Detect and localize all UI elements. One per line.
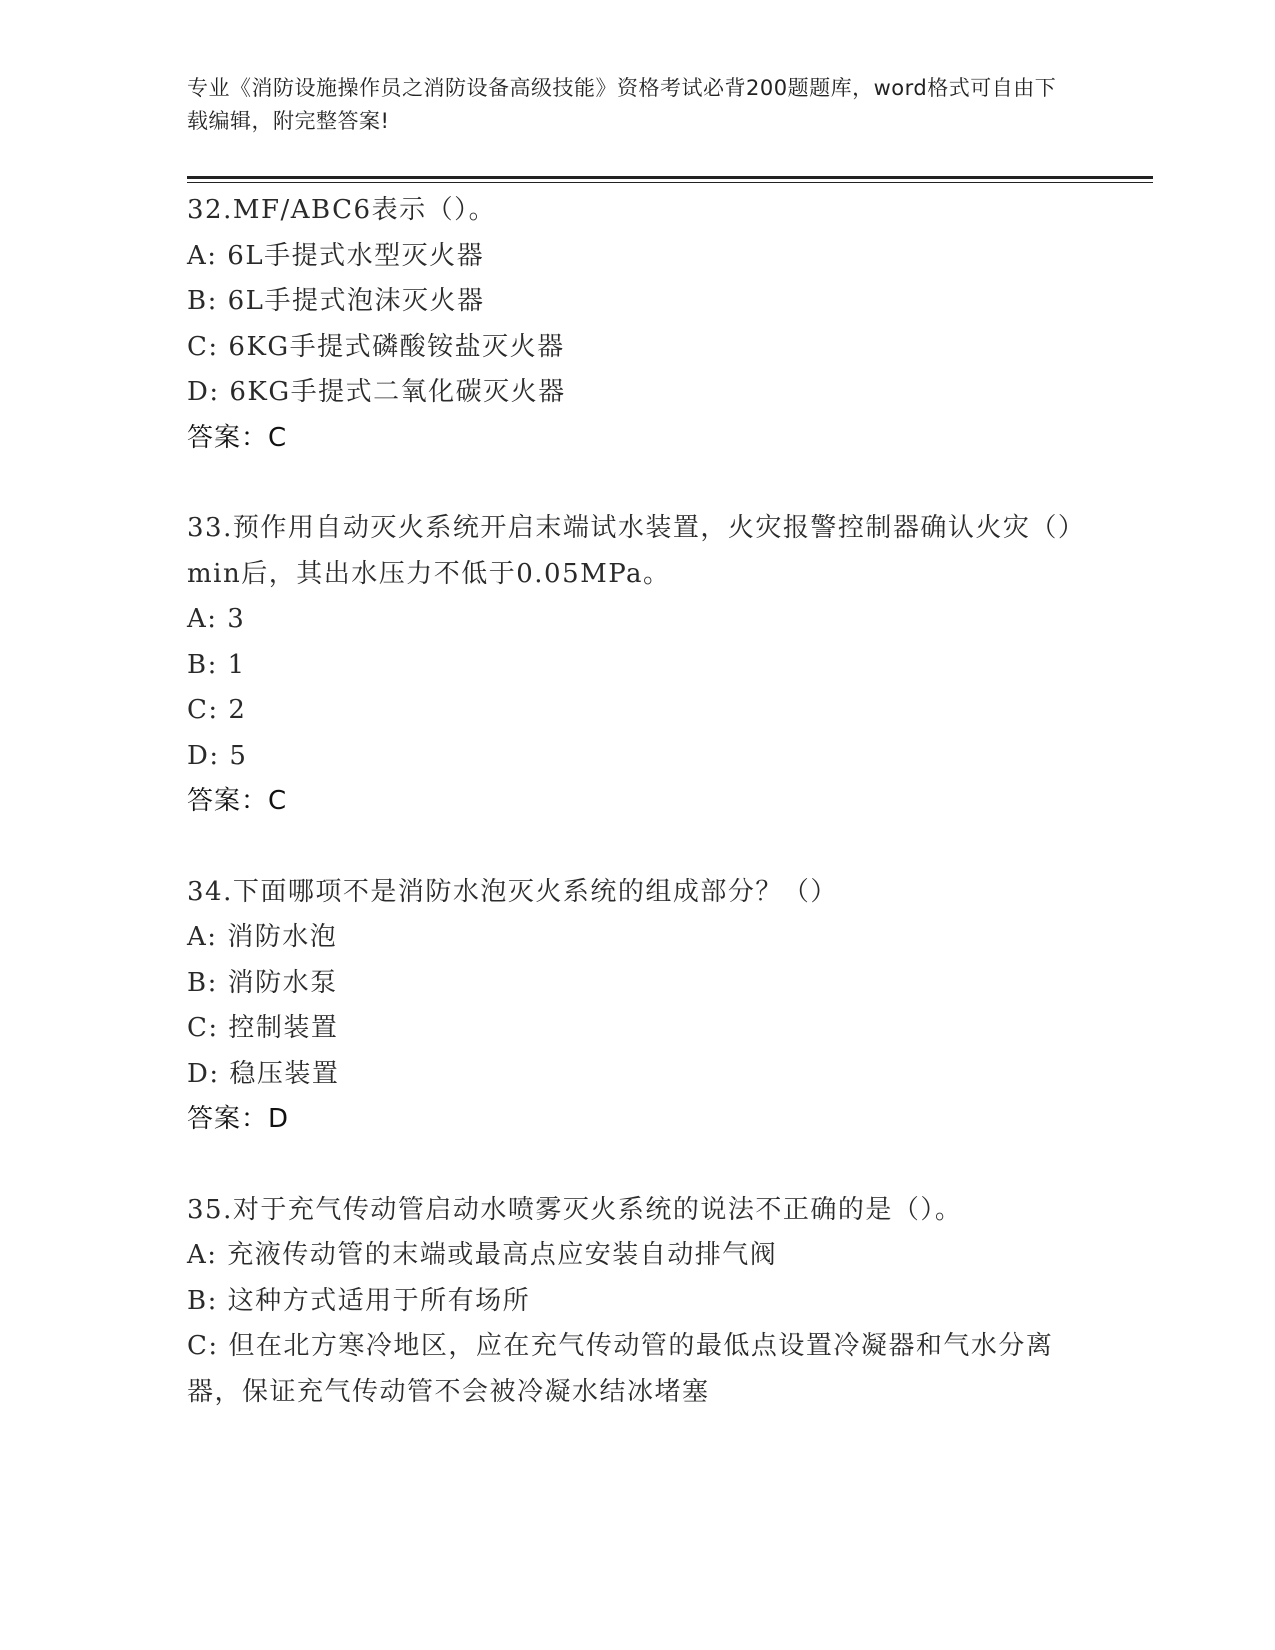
option-b: B: 6L手提式泡沫灭火器 xyxy=(187,286,485,316)
option-d: D: 5 xyxy=(187,740,248,771)
question-stem: 33.预作用自动灭火系统开启末端试水装置，火灾报警控制器确认火灾（）min后，其出水压力不低于0.05MPa。 xyxy=(187,513,1086,589)
question-32 xyxy=(187,188,1087,461)
question-list xyxy=(187,188,1087,1460)
answer: 答案：D xyxy=(187,1104,290,1134)
question-stem: 32.MF/ABC6表示（）。 xyxy=(187,195,497,225)
answer: 答案：C xyxy=(187,786,288,816)
option-c: C: 6KG手提式磷酸铵盐灭火器 xyxy=(187,331,565,362)
header-rule-thin xyxy=(187,182,1153,183)
option-b: B: 消防水泵 xyxy=(187,967,338,998)
option-a: A: 充液传动管的末端或最高点应安装自动排气阀 xyxy=(187,1240,778,1270)
question-33 xyxy=(187,506,1087,825)
option-a: A: 消防水泡 xyxy=(187,922,338,952)
question-stem: 34.下面哪项不是消防水泡灭火系统的组成部分？（） xyxy=(187,876,838,907)
question-34 xyxy=(187,870,1087,1143)
option-a: A: 6L手提式水型灭火器 xyxy=(187,240,485,271)
option-b: B: 这种方式适用于所有场所 xyxy=(187,1285,531,1316)
option-c: C: 但在北方寒冷地区，应在充气传动管的最低点设置冷凝器和气水分离器，保证充气传动管不会被冷凝水结冰堵塞 xyxy=(187,1331,1054,1407)
option-c: C: 控制装置 xyxy=(187,1013,339,1043)
option-a: A: 3 xyxy=(187,604,246,634)
option-c: C: 2 xyxy=(187,695,247,725)
option-d: D: 6KG手提式二氧化碳灭火器 xyxy=(187,377,566,407)
question-35 xyxy=(187,1188,1087,1416)
answer: 答案：C xyxy=(187,422,288,453)
option-b: B: 1 xyxy=(187,649,246,680)
header-rule-thick xyxy=(187,176,1153,179)
document-header: 专业《消防设施操作员之消防设备高级技能》资格考试必背200题题库，word格式可自由下载编辑，附完整答案! xyxy=(187,76,1057,133)
question-stem: 35.对于充气传动管启动水喷雾灭火系统的说法不正确的是（）。 xyxy=(187,1194,963,1225)
option-d: D: 稳压装置 xyxy=(187,1058,340,1089)
